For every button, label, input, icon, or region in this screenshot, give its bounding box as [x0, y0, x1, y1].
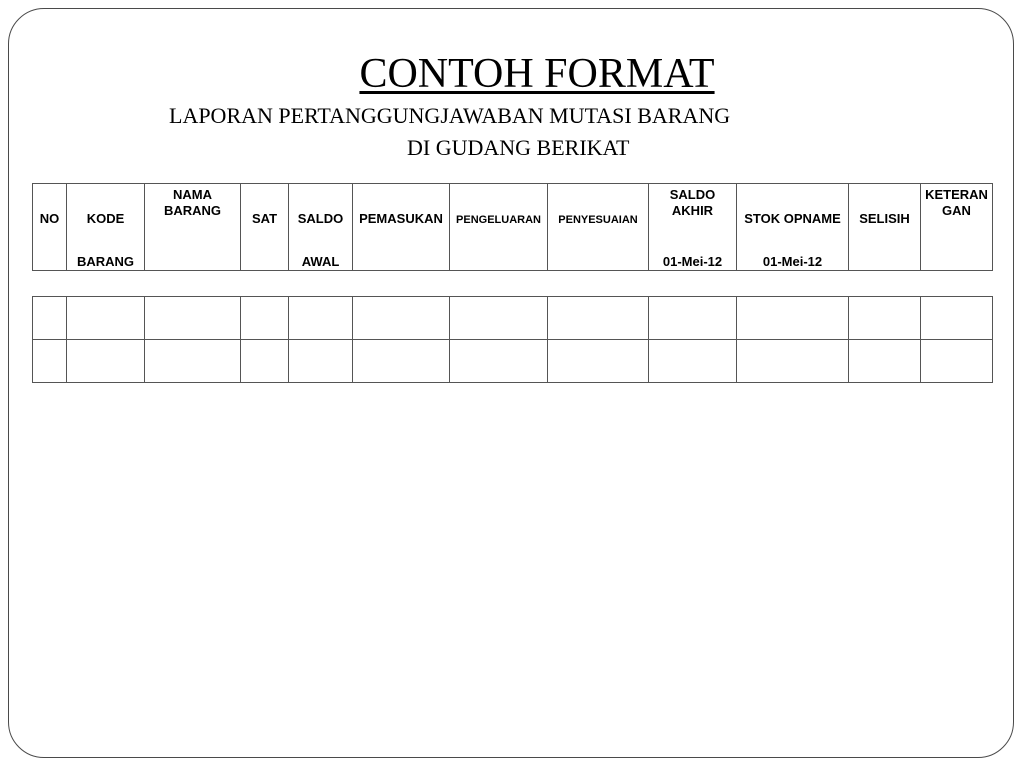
header-nama-barang-label: BARANG — [163, 203, 222, 218]
header-sat-label: SAT — [251, 211, 278, 226]
table-cell — [649, 340, 737, 383]
table-cell — [67, 297, 145, 340]
table-cell — [737, 340, 849, 383]
header-nama-label: NAMA — [173, 187, 212, 202]
header-keterangan — [921, 184, 993, 271]
table-cell — [353, 340, 450, 383]
header-pemasukan-label: PEMASUKAN — [359, 211, 443, 226]
table-cell — [737, 297, 849, 340]
header-kode-label: KODE — [86, 211, 125, 226]
header-pemasukan — [353, 184, 450, 271]
table-cell — [548, 340, 649, 383]
table-cell — [849, 340, 921, 383]
page-title: CONTOH FORMAT — [359, 51, 715, 97]
report-subtitle-line2: DI GUDANG BERIKAT — [407, 135, 630, 160]
header-stok-opname-date: 01-Mei-12 — [762, 254, 823, 269]
header-saldo-akhir — [649, 184, 737, 271]
table-cell — [145, 297, 241, 340]
header-saldo-awal — [289, 184, 353, 271]
report-subtitle-line1: LAPORAN PERTANGGUNGJAWABAN MUTASI BARANG — [169, 103, 731, 128]
table-cell — [145, 340, 241, 383]
report-body-table — [32, 296, 993, 383]
table-row — [33, 340, 993, 383]
header-awal-label: AWAL — [301, 254, 340, 269]
header-barang-label: BARANG — [76, 254, 135, 269]
table-cell — [33, 340, 67, 383]
header-no-label: NO — [39, 211, 60, 226]
table-cell — [450, 297, 548, 340]
header-penyesuaian — [548, 184, 649, 271]
header-row — [33, 184, 993, 271]
header-nama-barang — [145, 184, 241, 271]
table-cell — [241, 297, 289, 340]
header-selisih — [849, 184, 921, 271]
header-keterangan-label-2: GAN — [942, 203, 971, 218]
header-no — [33, 184, 67, 271]
header-stok-opname-label: STOK OPNAME — [744, 211, 841, 226]
table-cell — [33, 297, 67, 340]
table-cell — [353, 297, 450, 340]
table-cell — [921, 297, 993, 340]
table-cell — [289, 340, 353, 383]
table-cell — [548, 297, 649, 340]
header-saldo-akhir-label: SALDO — [669, 187, 716, 202]
table-cell — [649, 297, 737, 340]
table-row — [33, 297, 993, 340]
table-cell — [241, 340, 289, 383]
header-kode-barang — [67, 184, 145, 271]
header-keterangan-label-1: KETERAN — [925, 187, 988, 202]
table-cell — [921, 340, 993, 383]
header-stok-opname — [737, 184, 849, 271]
table-cell — [849, 297, 921, 340]
header-selisih-label: SELISIH — [859, 211, 910, 226]
header-pengeluaran-label: PENGELUARAN — [456, 214, 541, 226]
header-sat — [241, 184, 289, 271]
table-cell — [450, 340, 548, 383]
table-cell — [67, 340, 145, 383]
header-saldo-label: SALDO — [297, 211, 344, 226]
report-header-table — [32, 183, 993, 271]
header-pengeluaran — [450, 184, 548, 271]
header-saldo-akhir-date: 01-Mei-12 — [662, 254, 723, 269]
header-penyesuaian-label: PENYESUAIAN — [558, 214, 638, 226]
table-cell — [289, 297, 353, 340]
header-akhir-label: AKHIR — [671, 203, 714, 218]
